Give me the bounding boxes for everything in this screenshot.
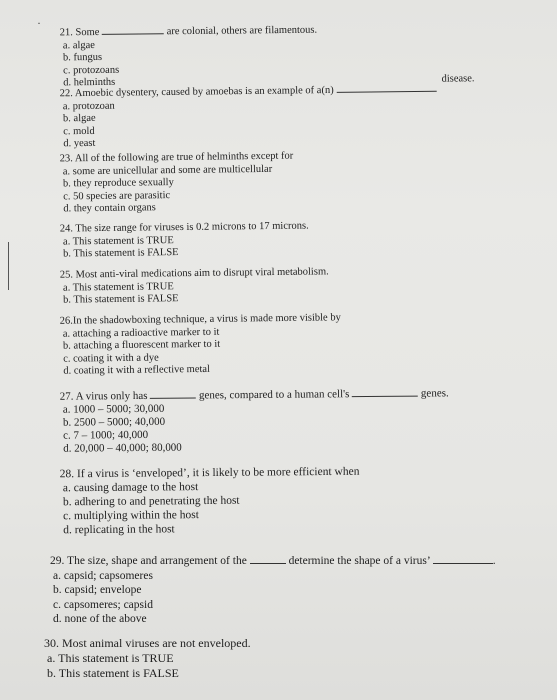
answer-option: a. some are unicellular and some are multicellular [62, 163, 273, 177]
stem-text: determine the shape of a virus’ [288, 555, 430, 567]
answer-option: a. This statement is TRUE [62, 234, 174, 247]
answer-option: c. 7 – 1000; 40,000 [63, 428, 149, 442]
question-stem: 24. The size range for viruses is 0.2 microns to 17 microns. [59, 220, 309, 235]
stem-text: genes. [420, 387, 449, 400]
answer-option: d. coating it with a reflective metal [63, 363, 211, 377]
question-stem: 25. Most anti-viral medications aim to disrupt viral metabolism. [59, 266, 329, 281]
question-23 [60, 151, 294, 216]
stem-text: . [492, 555, 496, 567]
answer-option: a. This statement is TRUE [47, 651, 174, 665]
answer-blank[interactable] [352, 387, 418, 398]
answer-option: b. adhering to and penetrating the host [62, 494, 240, 509]
answer-option: a. causing damage to the host [62, 481, 199, 495]
answer-option: d. none of the above [53, 613, 147, 625]
answer-option: b. 2500 – 5000; 40,000 [62, 415, 166, 429]
question-21 [60, 23, 318, 90]
answer-option: b. algae [62, 112, 96, 125]
stem-text: are colonial, others are filamentous. [166, 24, 318, 38]
question-stem [50, 554, 496, 569]
stem-text: 27. A virus only has [59, 389, 148, 403]
stem-text: genes, compared to a human cell's [198, 388, 350, 402]
question-29 [50, 554, 496, 627]
answer-option: a. This statement is TRUE [62, 280, 174, 294]
answer-option: d. yeast [63, 137, 96, 150]
question-stem: 28. If a virus is ‘enveloped’, it is likely to be more efficient when [59, 465, 360, 481]
stem-text: 29. The size, shape and arrangement of the [50, 555, 247, 567]
answer-option: b. This statement is FALSE [47, 666, 179, 680]
stem-text: 22. Amoebic dysentery, caused by amoebas is an example of a(n) [59, 84, 334, 100]
answer-option: d. they contain organs [63, 202, 156, 215]
answer-option: b. capsid; envelope [53, 584, 142, 596]
answer-option: b. attaching a fluorescent marker to it [62, 338, 221, 352]
answer-blank[interactable] [433, 554, 493, 564]
answer-option: a. capsid; capsomeres [53, 569, 153, 582]
answer-option: c. 50 species are parasitic [63, 189, 171, 202]
answer-option: b. fungus [62, 51, 103, 64]
page-mark: · [37, 16, 41, 30]
question-28 [60, 465, 360, 538]
margin-line [8, 242, 9, 290]
question-25 [60, 266, 329, 307]
answer-blank[interactable] [150, 389, 196, 399]
question-24 [60, 220, 309, 261]
question-stem [60, 23, 318, 40]
question-30 [44, 636, 251, 681]
question-stem: 26.In the shadowboxing technique, a virus is made more visible by [59, 312, 341, 327]
answer-option: c. protozoans [63, 64, 120, 76]
answer-option: d. 20,000 – 40,000; 80,000 [63, 441, 182, 455]
answer-option: d. helminths [63, 76, 116, 89]
answer-option: a. attaching a radioactive marker to it [62, 326, 220, 340]
answer-option: a. protozoan [62, 100, 115, 112]
answer-option: c. capsomeres; capsid [53, 598, 153, 611]
answer-blank[interactable] [250, 554, 286, 564]
question-stem: 23. All of the following are true of helminths except for [59, 150, 294, 165]
question-22 [59, 73, 475, 151]
answer-option: a. algae [62, 39, 95, 51]
stem-text: disease. [441, 73, 475, 85]
answer-option: b. This statement is FALSE [63, 293, 179, 306]
answer-option: b. they reproduce sexually [62, 177, 174, 190]
stem-text: 21. Some [59, 26, 100, 39]
answer-blank[interactable] [336, 82, 436, 93]
question-27 [60, 386, 449, 455]
question-26 [60, 312, 342, 378]
answer-option: b. This statement is FALSE [63, 247, 179, 260]
question-stem: 30. Most animal viruses are not enveloped. [44, 636, 251, 650]
answer-option: c. coating it with a dye [63, 352, 159, 365]
answer-option: d. replicating in the host [63, 523, 175, 537]
answer-option: a. 1000 – 5000; 30,000 [62, 402, 165, 416]
answer-blank[interactable] [102, 24, 164, 35]
answer-option: c. mold [63, 125, 95, 137]
answer-option: c. multiplying within the host [63, 509, 199, 523]
